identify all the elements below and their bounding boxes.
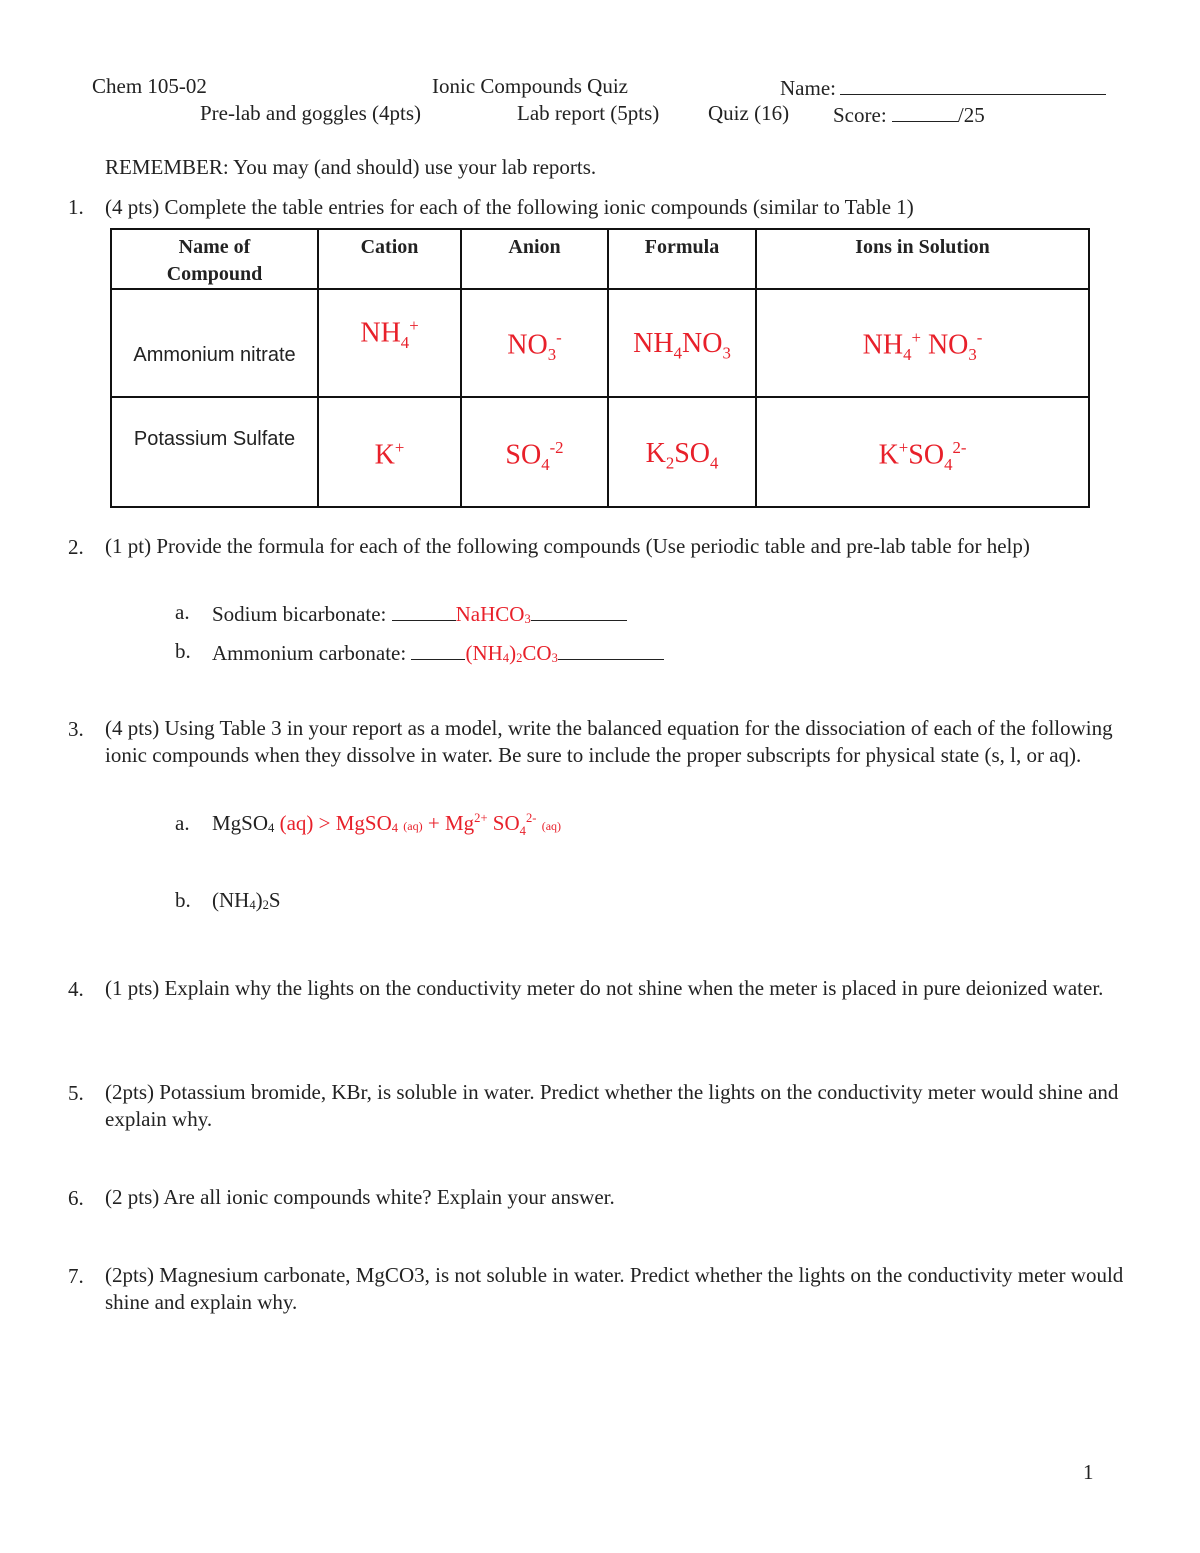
score-field[interactable] [892, 101, 958, 122]
row2-ions: $K^+SO_4^{2-}$ [756, 397, 1089, 507]
name-label-text: Name: [780, 76, 836, 100]
q2a-label: a. [175, 600, 190, 624]
page-number: 1 [1083, 1460, 1094, 1484]
q3b-label: b. [175, 888, 191, 912]
q3a-label: a. [175, 811, 190, 835]
score-label: Score: [833, 103, 887, 127]
name-label [780, 74, 1106, 101]
q2b-label: b. [175, 639, 191, 663]
remember-note: REMEMBER: You may (and should) use your lab reports. [105, 155, 597, 179]
row2-anion: $SO_4^{-2}$ [461, 397, 608, 507]
header-ions-in-solution: Ions in Solution [756, 229, 1089, 289]
q3a-equation [212, 811, 561, 839]
q1-number: 1. [68, 195, 84, 219]
row1-ions: $NH_4^+$ $NO_3^-$ [756, 289, 1089, 397]
q4-number: 4. [68, 977, 84, 1001]
row1-name: Ammonium nitrate [111, 289, 318, 397]
q2-number: 2. [68, 535, 84, 559]
q6-number: 6. [68, 1186, 84, 1210]
q1-text: (4 pts) Complete the table entries for each of the following ionic compounds (similar to Table 1) [105, 195, 914, 219]
prelab-points: Pre-lab and goggles (4pts) [200, 101, 422, 125]
lab-report-points: Lab report (5pts) [517, 101, 660, 125]
q2a-answer: NaHCO3 [455, 602, 531, 626]
q5-number: 5. [68, 1081, 84, 1105]
row2-name: Potassium Sulfate [111, 397, 318, 507]
q3-number: 3. [68, 717, 84, 741]
q2b-item [212, 639, 664, 666]
row2-formula: $K_2SO_4$ [608, 397, 756, 507]
score [833, 101, 985, 128]
q2-text: (1 pt) Provide the formula for each of the following compounds (Use periodic table and pre-lab table for help) [105, 534, 1030, 558]
score-total: /25 [957, 103, 985, 127]
q7-text: (2pts) Magnesium carbonate, MgCO3, is not soluble in water. Predict whether the lights on the conductivity meter would shine and explain why. [105, 1263, 1124, 1314]
q2a-item [212, 600, 627, 627]
row1-cation: $NH_4^+$ [318, 289, 461, 397]
ionic-compounds-table [110, 228, 1090, 508]
q2a-text: Sodium bicarbonate: [212, 602, 387, 626]
row1-anion: $NO_3^-$ [461, 289, 608, 397]
q2b-text: Ammonium carbonate: [212, 641, 407, 665]
row2-cation: K+ [318, 397, 461, 507]
q2b-blank-right[interactable] [558, 639, 664, 660]
q7-number: 7. [68, 1264, 84, 1288]
header-formula: Formula [608, 229, 756, 289]
q6-text: (2 pts) Are all ionic compounds white? Explain your answer. [105, 1185, 615, 1209]
header-cation: Cation [318, 229, 461, 289]
q2b-blank-left[interactable] [411, 639, 465, 660]
header-name-of-compound: Name of Compound [111, 229, 318, 289]
name-field[interactable] [840, 74, 1106, 95]
header-anion: Anion [461, 229, 608, 289]
q4-text: (1 pts) Explain why the lights on the conductivity meter do not shine when the meter is placed in pure deionized water. [105, 976, 1104, 1000]
q3b-compound: (NH4)2S [212, 888, 281, 912]
course-code: Chem 105-02 [92, 74, 207, 98]
q3-text: (4 pts) Using Table 3 in your report as a model, write the balanced equation for the dissociation of each of the following ionic compounds when they dissolve in water. Be sure to include the proper subscripts for physical state (s, l, or aq). [105, 716, 1113, 767]
row1-formula: $NH_4NO_3$ [608, 289, 756, 397]
quiz-points: Quiz (16) [708, 101, 790, 125]
q5-text: (2pts) Potassium bromide, KBr, is soluble in water. Predict whether the lights on the conductivity meter would shine and explain why. [105, 1080, 1119, 1131]
q3a-answer: (aq) > MgSO4 $(aq) + Mg^{2+}$ $SO_4^{2-}$ (aq) [279, 811, 562, 839]
quiz-title: Ionic Compounds Quiz [432, 74, 628, 98]
q2a-blank-right[interactable] [531, 600, 627, 621]
q2b-answer: (NH4)2CO3 [465, 641, 558, 665]
q3a-compound: MgSO4 [212, 811, 275, 835]
q2a-blank-left[interactable] [392, 600, 456, 621]
